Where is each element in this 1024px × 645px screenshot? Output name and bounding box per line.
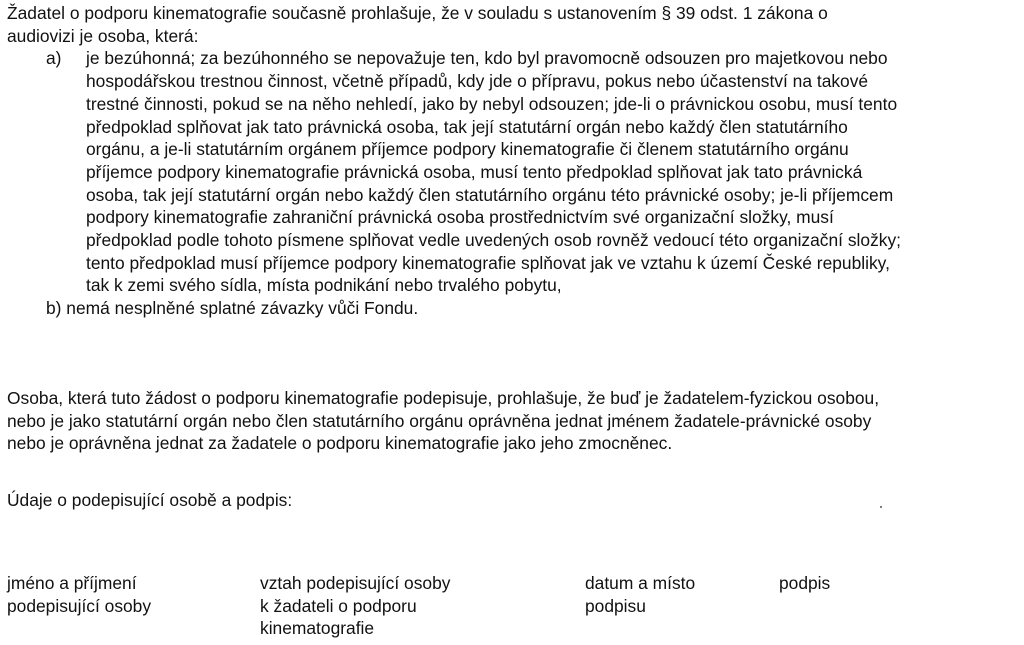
- declaration-intro: [7, 2, 1017, 47]
- field-label-line: vztah podepisující osoby: [260, 573, 451, 593]
- item-a-line: podpory kinematografie zahraniční právnická osoba prostřednictvím své organizační složky, musí: [86, 207, 834, 228]
- item-a-line: předpoklad splňovat jak tato právnická osoba, tak její statutární orgán nebo každý člen statutárního: [86, 116, 848, 137]
- item-a-line: tento předpoklad musí příjemce podpory kinematografie splňovat jak ve vztahu k území České republiky,: [86, 252, 890, 273]
- declaration-item-a: [46, 47, 1017, 297]
- signature-field-label: [779, 572, 830, 595]
- signatory-statement-line: Osoba, která tuto žádost o podporu kinematografie podepisuje, prohlašuje, že buď je žadatelem-fyzickou osobou,: [7, 387, 880, 408]
- item-a-line: předpoklad podle tohoto písmene splňovat vedle uvedených osob rovněž vedoucí této organizační složky;: [86, 230, 901, 251]
- item-a-line: orgánu, a je-li statutárním orgánem příjemce podpory kinematografie či členem statutárního orgánu: [86, 139, 849, 160]
- item-a-line: tak k zemi svého sídla, místa podnikání nebo trvalého pobytu,: [86, 275, 562, 296]
- signature-fields-row: [7, 572, 1017, 642]
- item-a-marker: a): [46, 48, 62, 69]
- item-a-line: je bezúhonná; za bezúhonného se nepovažuje ten, kdo byl pravomocně odsouzen pro majetkovou nebo: [86, 48, 888, 69]
- stray-dot: [880, 506, 882, 508]
- signatory-statement-line: nebo je oprávněna jednat za žadatele o podporu kinematografie jako jeho zmocněnec.: [7, 433, 673, 454]
- signatory-name-field-label: [7, 572, 151, 617]
- field-label-line: kinematografie: [260, 618, 375, 639]
- declaration-item-b: b) nemá nesplněné splatné závazky vůči Fondu.: [46, 298, 419, 319]
- field-label-line: podpisu: [585, 595, 646, 616]
- document-page: [7, 2, 1017, 512]
- field-label-line: datum a místo: [585, 573, 696, 593]
- item-a-line: příjemce podpory kinematografie právnická osoba, musí tento předpoklad splňovat jak tato právnická: [86, 161, 863, 182]
- signature-date-place-field-label: [585, 572, 695, 617]
- signatory-relation-field-label: [260, 572, 450, 640]
- item-a-line: trestné činnosti, pokud se na něho nehledí, jako by nebyl odsouzen; jde-li o právnickou osobu, musí tento: [86, 93, 898, 114]
- signatory-statement-line: nebo je jako statutární orgán nebo člen statutárního orgánu oprávněna jednat jménem žadatele-právnické osoby: [7, 410, 872, 431]
- field-label-line: podepisující osoby: [7, 595, 152, 616]
- signatory-statement: [7, 387, 1017, 455]
- field-label-line: podpis: [779, 573, 831, 593]
- item-a-line: osoba, tak její statutární orgán nebo každý člen statutárního orgánu této právnické osoby; je-li příjemcem: [86, 184, 894, 205]
- declaration-intro-line: Žadatel o podporu kinematografie současně prohlašuje, že v souladu s ustanovením § 39 odst. 1 zákona o: [7, 3, 828, 23]
- item-a-text: [86, 47, 1017, 297]
- item-a-line: hospodářskou trestnou činnost, včetně případů, kdy jde o přípravu, pokus nebo účastenství na takové: [86, 71, 869, 92]
- signature-heading: Údaje o podepisující osobě a podpis:: [7, 489, 293, 510]
- field-label-line: jméno a příjmení: [7, 573, 137, 593]
- declaration-intro-line: audiovizi je osoba, která:: [7, 25, 199, 46]
- field-label-line: k žadateli o podporu: [260, 595, 417, 616]
